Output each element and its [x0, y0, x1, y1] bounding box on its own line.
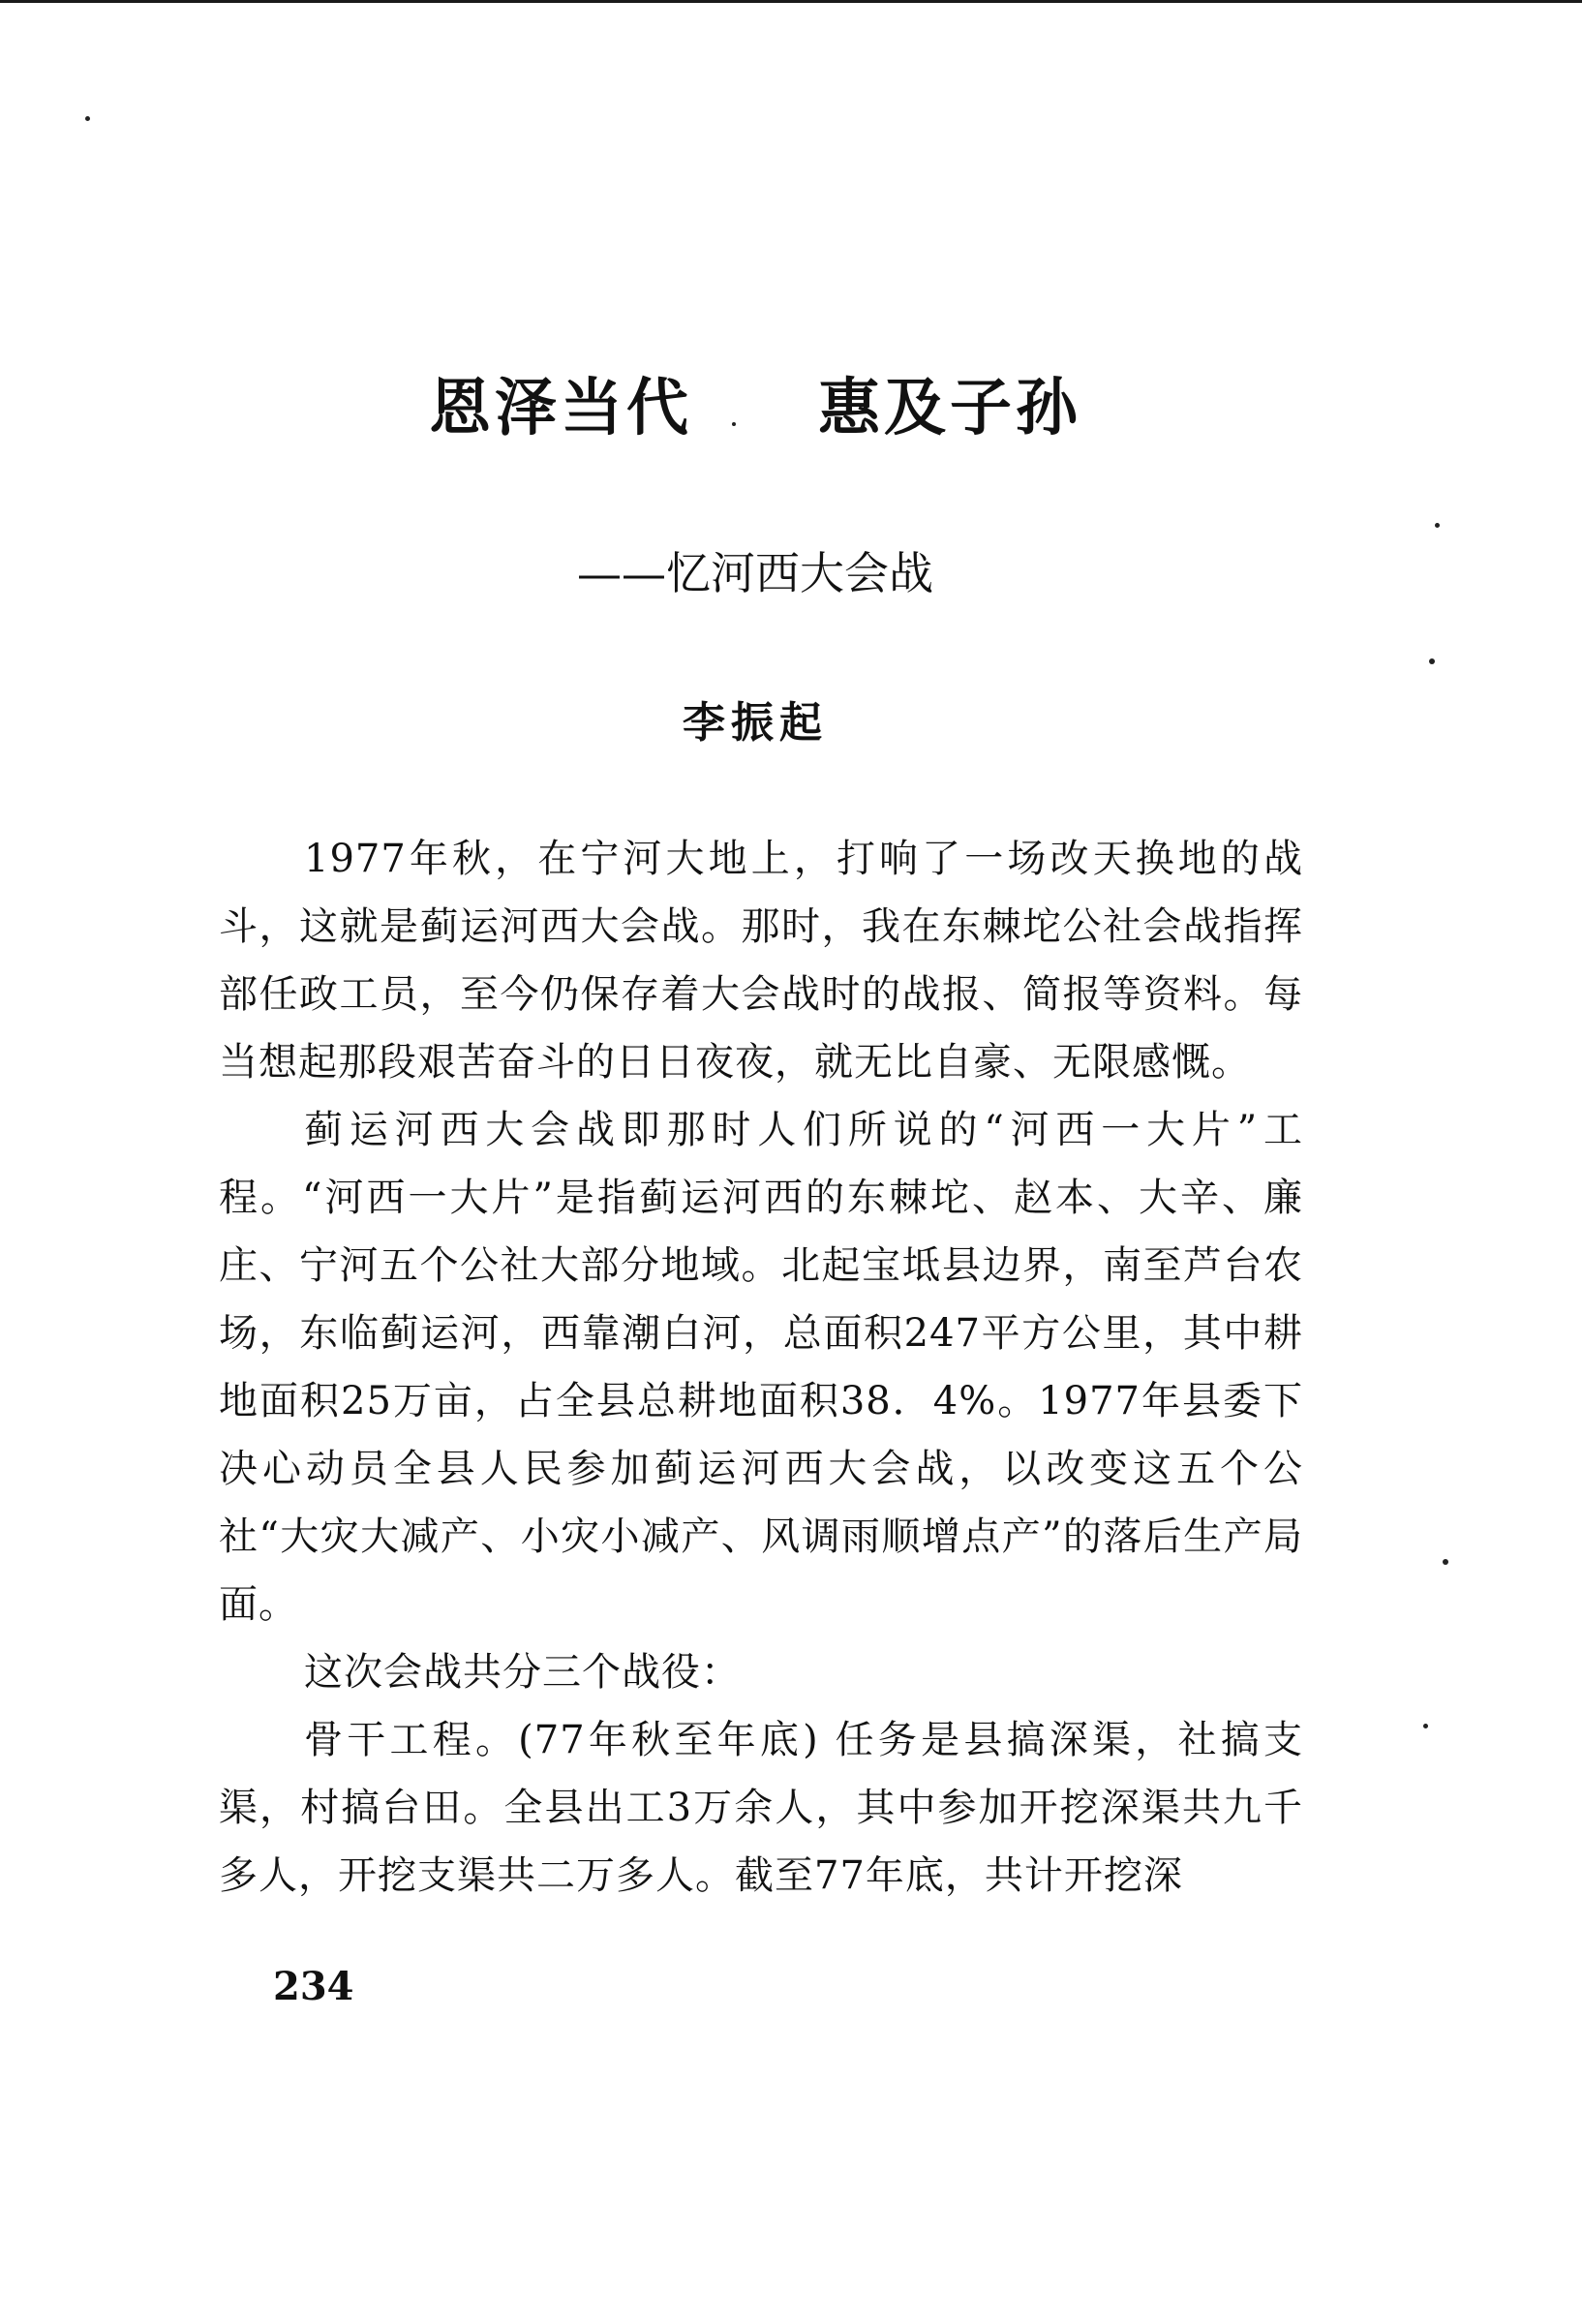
scan-speck — [1429, 658, 1435, 664]
author-name: 李振起 — [683, 698, 828, 748]
paragraph-2: 蓟运河西大会战即那时人们所说的“河西一大片”工程。“河西一大片”是指蓟运河西的东棘坨、赵本、大辛、廉庄、宁河五个公社大部分地域。北起宝坻县边界，南至芦台农场，东临蓟运河，西靠潮白河，总面积247平方公里，其中耕地面积25万亩，占全县总耕地面积38．4%。1977年县委下决心动员全县人民参加蓟运河西大会战，以改变这五个公社“大灾大减产、小灾小减产、风调雨顺增点产”的落后生产局面。 — [219, 1108, 1303, 1627]
scan-speck — [1443, 1559, 1448, 1565]
title-part-2: 惠及子孙 — [818, 373, 1081, 444]
article-subtitle: ——忆河西大会战 — [577, 547, 933, 599]
paragraph-4: 骨干工程。(77年秋至年底) 任务是县搞深渠，社搞支渠，村搞台田。全县出工3万余人，其中参加开挖深渠共九千多人，开挖支渠共二万多人。截至77年底，共计开挖深 — [219, 1718, 1303, 1898]
title-part-1: 恩泽当代 — [429, 373, 692, 444]
scan-speck — [1435, 523, 1440, 528]
article-body — [219, 825, 1303, 1910]
top-border-line — [0, 0, 1582, 3]
page-number: 234 — [273, 1964, 354, 2009]
scan-speck — [1423, 1724, 1428, 1728]
scan-speck — [732, 422, 736, 426]
paragraph-3: 这次会战共分三个战役： — [304, 1650, 741, 1695]
article-title — [0, 370, 1510, 447]
paragraph-1: 1977年秋，在宁河大地上，打响了一场改天换地的战斗，这就是蓟运河西大会战。那时，我在东棘坨公社会战指挥部任政工员，至今仍保存着大会战时的战报、简报等资料。每当想起那段艰苦奋斗的日日夜夜，就无比自豪、无限感慨。 — [219, 837, 1303, 1085]
scan-speck — [85, 116, 90, 121]
